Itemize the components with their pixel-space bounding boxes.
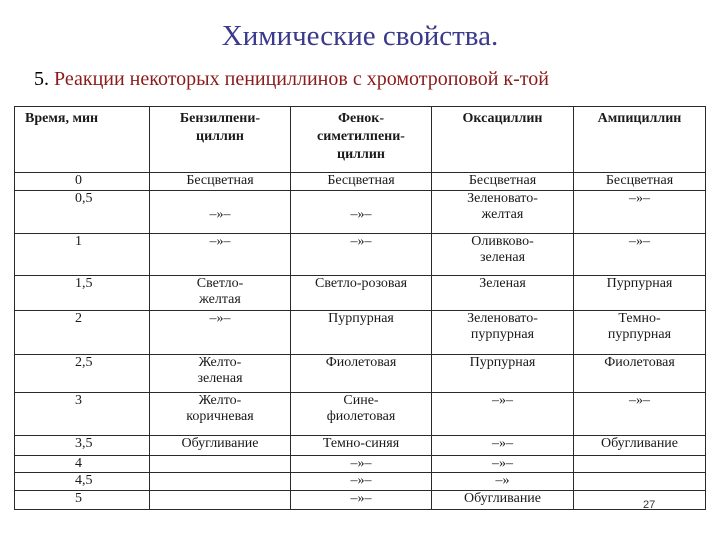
table-cell: –»–	[291, 491, 432, 510]
table-cell	[574, 473, 706, 491]
table-cell: Оливково- зеленая	[432, 234, 574, 276]
table-cell: Бесцветная	[291, 173, 432, 191]
table-body	[15, 173, 706, 510]
table-row	[15, 276, 706, 311]
subtitle-text: Реакции некоторых пенициллинов с хромотроповой к-той	[54, 68, 549, 90]
time-cell: 3,5	[15, 436, 150, 456]
table-cell: –»	[432, 473, 574, 491]
header-ampicillin: Ампициллин	[574, 107, 706, 173]
table-cell: Обугливание	[150, 436, 291, 456]
table-cell: –»–	[150, 191, 291, 234]
table-cell: Зеленовато- пурпурная	[432, 311, 574, 355]
table-header-row	[15, 107, 706, 173]
table-cell	[574, 456, 706, 473]
table-cell: Бесцветная	[574, 173, 706, 191]
table-row	[15, 456, 706, 473]
table-row	[15, 473, 706, 491]
header-phenoxymethylpenicillin: Фенок- симетилпени- циллин	[291, 107, 432, 173]
table-row	[15, 355, 706, 393]
time-cell: 3	[15, 393, 150, 436]
table-cell: Сине- фиолетовая	[291, 393, 432, 436]
table-cell: –»–	[150, 311, 291, 355]
table-cell: –»–	[432, 456, 574, 473]
time-cell: 1	[15, 234, 150, 276]
table-row	[15, 436, 706, 456]
header-time: Время, мин	[15, 107, 150, 173]
table-row	[15, 491, 706, 510]
table-row	[15, 173, 706, 191]
table-cell: Светло-розовая	[291, 276, 432, 311]
table-cell: Темно-синяя	[291, 436, 432, 456]
table-cell: Желто- зеленая	[150, 355, 291, 393]
time-cell: 0,5	[15, 191, 150, 234]
table-cell: –»–	[574, 234, 706, 276]
header-benzylpenicillin: Бензилпени- циллин	[150, 107, 291, 173]
table-cell: –»–	[574, 393, 706, 436]
time-cell: 1,5	[15, 276, 150, 311]
table-cell: –»–	[432, 436, 574, 456]
header-oxacillin: Оксациллин	[432, 107, 574, 173]
page-number: 27	[643, 499, 656, 511]
table-cell: –»–	[574, 191, 706, 234]
table-cell: Пурпурная	[574, 276, 706, 311]
table-cell	[150, 456, 291, 473]
table-cell: Бесцветная	[432, 173, 574, 191]
slide-title: Химические свойства.	[221, 20, 499, 52]
table-cell	[150, 473, 291, 491]
table-cell: Пурпурная	[291, 311, 432, 355]
time-cell: 4	[15, 456, 150, 473]
subtitle-number: 5.	[34, 68, 49, 90]
table-cell: –»–	[150, 234, 291, 276]
table-cell: Светло- желтая	[150, 276, 291, 311]
time-cell: 2,5	[15, 355, 150, 393]
table-cell: –»–	[291, 473, 432, 491]
table-cell: Темно- пурпурная	[574, 311, 706, 355]
time-cell: 0	[15, 173, 150, 191]
table-row	[15, 311, 706, 355]
table-cell: Зеленая	[432, 276, 574, 311]
table-cell: –»–	[291, 456, 432, 473]
table-cell: Зеленовато- желтая	[432, 191, 574, 234]
table-cell	[150, 491, 291, 510]
reaction-table	[14, 106, 706, 510]
table-cell: Обугливание	[432, 491, 574, 510]
table-cell: Фиолетовая	[574, 355, 706, 393]
slide-subtitle	[34, 68, 549, 91]
table-row	[15, 393, 706, 436]
time-cell: 5	[15, 491, 150, 510]
table-cell: –»–	[291, 191, 432, 234]
table-cell: Желто- коричневая	[150, 393, 291, 436]
table-row	[15, 191, 706, 234]
table-cell: –»–	[432, 393, 574, 436]
table-cell: –»–	[291, 234, 432, 276]
time-cell: 4,5	[15, 473, 150, 491]
table-cell: Фиолетовая	[291, 355, 432, 393]
table-cell: Бесцветная	[150, 173, 291, 191]
table-cell: Обугливание	[574, 436, 706, 456]
table-cell	[574, 491, 706, 510]
table-row	[15, 234, 706, 276]
table-cell: Пурпурная	[432, 355, 574, 393]
time-cell: 2	[15, 311, 150, 355]
